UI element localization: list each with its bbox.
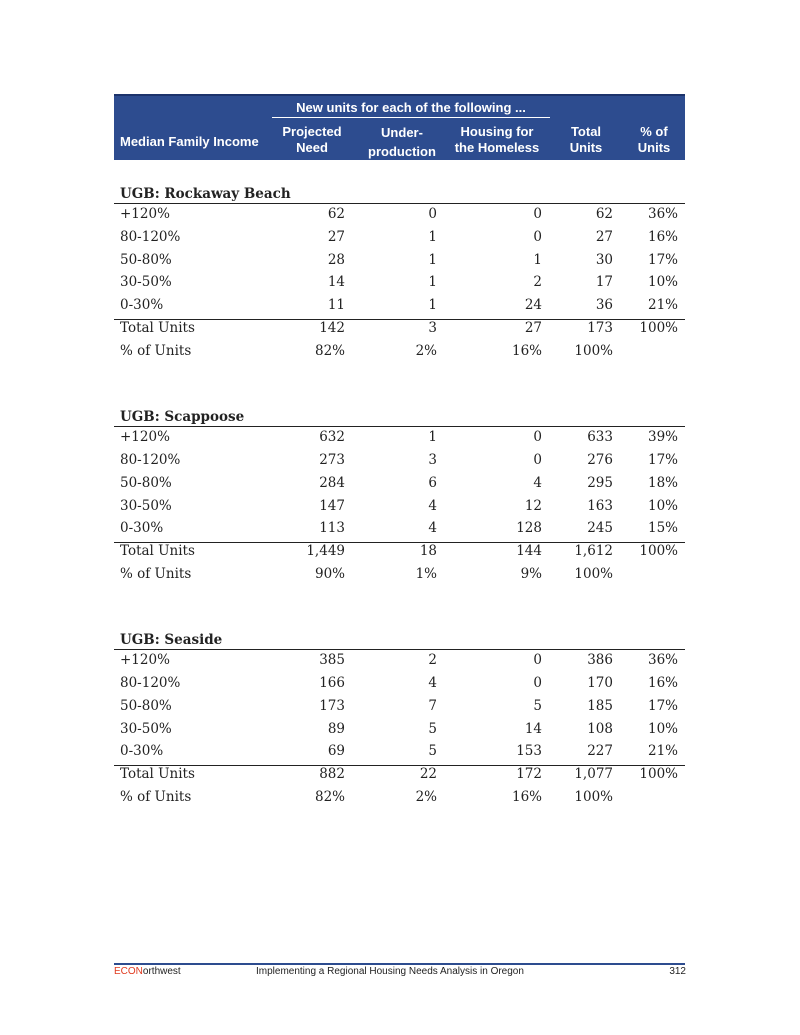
cell-homeless: 144 bbox=[516, 543, 542, 560]
cell-under: 1 bbox=[428, 274, 437, 291]
table-row bbox=[114, 250, 685, 272]
cell-pct: 16% bbox=[647, 228, 678, 245]
cell-pct: 100% bbox=[639, 766, 678, 783]
cell-total: 17 bbox=[595, 274, 613, 291]
table-row bbox=[114, 719, 685, 741]
cell-homeless: 12 bbox=[524, 497, 542, 514]
cell-pct: 10% bbox=[647, 274, 678, 291]
cell-proj: 632 bbox=[319, 429, 345, 446]
table-row bbox=[114, 473, 685, 495]
cell-homeless: 0 bbox=[533, 429, 542, 446]
cell-homeless: 0 bbox=[533, 652, 542, 669]
cell-proj: 69 bbox=[327, 743, 345, 760]
total-row bbox=[114, 764, 685, 786]
cell-proj: 89 bbox=[327, 720, 345, 737]
cell-total: 62 bbox=[595, 206, 613, 222]
cell-homeless: 0 bbox=[533, 206, 542, 222]
cell-homeless: 2 bbox=[533, 274, 542, 291]
total-row bbox=[114, 318, 685, 340]
cell-label: 80-120% bbox=[120, 451, 181, 468]
cell-under: 2% bbox=[415, 342, 437, 359]
cell-under: 7 bbox=[428, 697, 437, 714]
cell-proj: 82% bbox=[314, 789, 345, 805]
cell-label: 80-120% bbox=[120, 675, 181, 691]
cell-under: 22 bbox=[419, 766, 437, 783]
cell-under: 3 bbox=[428, 320, 437, 336]
cell-homeless: 153 bbox=[516, 743, 542, 760]
cell-label: +120% bbox=[120, 652, 170, 669]
cell-under: 1 bbox=[428, 251, 437, 268]
cell-under: 2% bbox=[415, 789, 437, 805]
cell-label: 0-30% bbox=[120, 743, 164, 760]
cell-proj: 284 bbox=[319, 474, 345, 491]
cell-under: 1 bbox=[428, 297, 437, 314]
header-median-family-income: Median Family Income bbox=[120, 134, 259, 149]
cell-total: 100% bbox=[574, 789, 613, 805]
percent-row bbox=[114, 341, 685, 363]
cell-label: 30-50% bbox=[120, 274, 172, 291]
cell-label: 0-30% bbox=[120, 520, 164, 537]
cell-under: 6 bbox=[428, 474, 437, 491]
page-number: 312 bbox=[669, 966, 686, 977]
cell-label: % of Units bbox=[120, 342, 192, 359]
cell-total: 100% bbox=[574, 565, 613, 582]
cell-label: 30-50% bbox=[120, 720, 172, 737]
table-row bbox=[114, 450, 685, 472]
cell-proj: 82% bbox=[314, 342, 345, 359]
cell-total: 1,612 bbox=[574, 543, 613, 560]
cell-label: 50-80% bbox=[120, 251, 172, 268]
cell-homeless: 1 bbox=[533, 251, 542, 268]
cell-homeless: 16% bbox=[511, 789, 542, 805]
table-row bbox=[114, 518, 685, 540]
cell-under: 1% bbox=[415, 565, 437, 582]
cell-homeless: 128 bbox=[516, 520, 542, 537]
cell-homeless: 0 bbox=[533, 228, 542, 245]
cell-under: 2 bbox=[428, 652, 437, 669]
cell-proj: 142 bbox=[319, 320, 345, 336]
cell-total: 295 bbox=[587, 474, 613, 491]
cell-total: 36 bbox=[595, 297, 613, 314]
cell-proj: 166 bbox=[319, 675, 345, 691]
column-group-title: New units for each of the following ... bbox=[296, 100, 526, 115]
cell-proj: 90% bbox=[314, 565, 345, 582]
cell-homeless: 0 bbox=[533, 451, 542, 468]
cell-proj: 385 bbox=[319, 652, 345, 669]
cell-proj: 113 bbox=[319, 520, 345, 537]
cell-proj: 273 bbox=[319, 451, 345, 468]
cell-total: 30 bbox=[595, 251, 613, 268]
cell-proj: 173 bbox=[319, 697, 345, 714]
table-row bbox=[114, 272, 685, 294]
column-group-rule bbox=[272, 117, 550, 118]
cell-under: 4 bbox=[428, 675, 437, 691]
cell-total: 170 bbox=[587, 675, 613, 691]
footer-brand bbox=[114, 966, 181, 977]
cell-label: 30-50% bbox=[120, 497, 172, 514]
cell-homeless: 9% bbox=[520, 565, 542, 582]
cell-pct: 17% bbox=[647, 451, 678, 468]
brand-rest: orthwest bbox=[142, 966, 181, 977]
cell-total: 108 bbox=[587, 720, 613, 737]
cell-under: 4 bbox=[428, 497, 437, 514]
cell-label: Total Units bbox=[120, 320, 195, 336]
table-row bbox=[114, 696, 685, 718]
cell-pct: 10% bbox=[647, 720, 678, 737]
cell-proj: 147 bbox=[319, 497, 345, 514]
cell-proj: 1,449 bbox=[306, 543, 345, 560]
cell-pct: 16% bbox=[647, 675, 678, 691]
cell-pct: 36% bbox=[647, 652, 678, 669]
header-projected-need: Projected Need bbox=[282, 124, 342, 155]
cell-pct: 17% bbox=[647, 697, 678, 714]
cell-label: +120% bbox=[120, 429, 170, 446]
footer-rule bbox=[114, 963, 685, 965]
cell-total: 27 bbox=[595, 228, 613, 245]
cell-proj: 11 bbox=[327, 297, 345, 314]
table-row bbox=[114, 204, 685, 226]
cell-pct: 100% bbox=[639, 543, 678, 560]
cell-homeless: 27 bbox=[524, 320, 542, 336]
cell-total: 100% bbox=[574, 342, 613, 359]
cell-under: 5 bbox=[428, 743, 437, 760]
cell-label: % of Units bbox=[120, 789, 192, 805]
cell-under: 5 bbox=[428, 720, 437, 737]
cell-pct: 10% bbox=[647, 497, 678, 514]
table-row bbox=[114, 650, 685, 672]
cell-proj: 28 bbox=[327, 251, 345, 268]
percent-row bbox=[114, 564, 685, 586]
section-title: UGB: Scappoose bbox=[120, 409, 245, 426]
table-row bbox=[114, 427, 685, 449]
footer-document-title: Implementing a Regional Housing Needs Analysis in Oregon bbox=[256, 966, 524, 977]
section-title: UGB: Rockaway Beach bbox=[120, 186, 291, 202]
cell-label: Total Units bbox=[120, 766, 195, 783]
table-row bbox=[114, 741, 685, 763]
cell-under: 4 bbox=[428, 520, 437, 537]
cell-total: 185 bbox=[587, 697, 613, 714]
cell-pct: 39% bbox=[647, 429, 678, 446]
cell-total: 245 bbox=[587, 520, 613, 537]
total-row bbox=[114, 541, 685, 563]
cell-pct: 100% bbox=[639, 320, 678, 336]
cell-label: 80-120% bbox=[120, 228, 181, 245]
cell-under: 18 bbox=[419, 543, 437, 560]
cell-total: 163 bbox=[587, 497, 613, 514]
cell-homeless: 14 bbox=[524, 720, 542, 737]
table-header bbox=[114, 94, 685, 160]
cell-homeless: 0 bbox=[533, 675, 542, 691]
cell-total: 633 bbox=[587, 429, 613, 446]
cell-homeless: 4 bbox=[533, 474, 542, 491]
cell-label: Total Units bbox=[120, 543, 195, 560]
table-row bbox=[114, 227, 685, 249]
cell-total: 173 bbox=[587, 320, 613, 336]
cell-total: 227 bbox=[587, 743, 613, 760]
cell-proj: 62 bbox=[327, 206, 345, 222]
header-housing-homeless: Housing for the Homeless bbox=[454, 124, 540, 155]
cell-total: 276 bbox=[587, 451, 613, 468]
header-total-units: Total Units bbox=[569, 124, 603, 155]
cell-proj: 882 bbox=[319, 766, 345, 783]
cell-homeless: 24 bbox=[524, 297, 542, 314]
header-under-production: Under- production bbox=[368, 125, 436, 159]
cell-pct: 15% bbox=[647, 520, 678, 537]
cell-pct: 17% bbox=[647, 251, 678, 268]
cell-label: 50-80% bbox=[120, 697, 172, 714]
cell-under: 1 bbox=[428, 429, 437, 446]
brand-econ: ECON bbox=[114, 966, 143, 977]
cell-under: 3 bbox=[428, 451, 437, 468]
cell-pct: 21% bbox=[647, 743, 678, 760]
cell-proj: 27 bbox=[327, 228, 345, 245]
cell-homeless: 172 bbox=[516, 766, 542, 783]
cell-pct: 21% bbox=[647, 297, 678, 314]
table-row bbox=[114, 673, 685, 695]
cell-proj: 14 bbox=[327, 274, 345, 291]
cell-label: % of Units bbox=[120, 565, 192, 582]
cell-under: 0 bbox=[428, 206, 437, 222]
section-title: UGB: Seaside bbox=[120, 632, 223, 649]
cell-label: +120% bbox=[120, 206, 170, 222]
table-row bbox=[114, 295, 685, 317]
cell-homeless: 16% bbox=[511, 342, 542, 359]
cell-pct: 36% bbox=[647, 206, 678, 222]
cell-total: 1,077 bbox=[574, 766, 613, 783]
cell-pct: 18% bbox=[647, 474, 678, 491]
cell-homeless: 5 bbox=[533, 697, 542, 714]
cell-label: 0-30% bbox=[120, 297, 164, 314]
percent-row bbox=[114, 787, 685, 809]
cell-under: 1 bbox=[428, 228, 437, 245]
cell-label: 50-80% bbox=[120, 474, 172, 491]
header-pct-units: % of Units bbox=[637, 124, 671, 155]
table-row bbox=[114, 496, 685, 518]
cell-total: 386 bbox=[587, 652, 613, 669]
